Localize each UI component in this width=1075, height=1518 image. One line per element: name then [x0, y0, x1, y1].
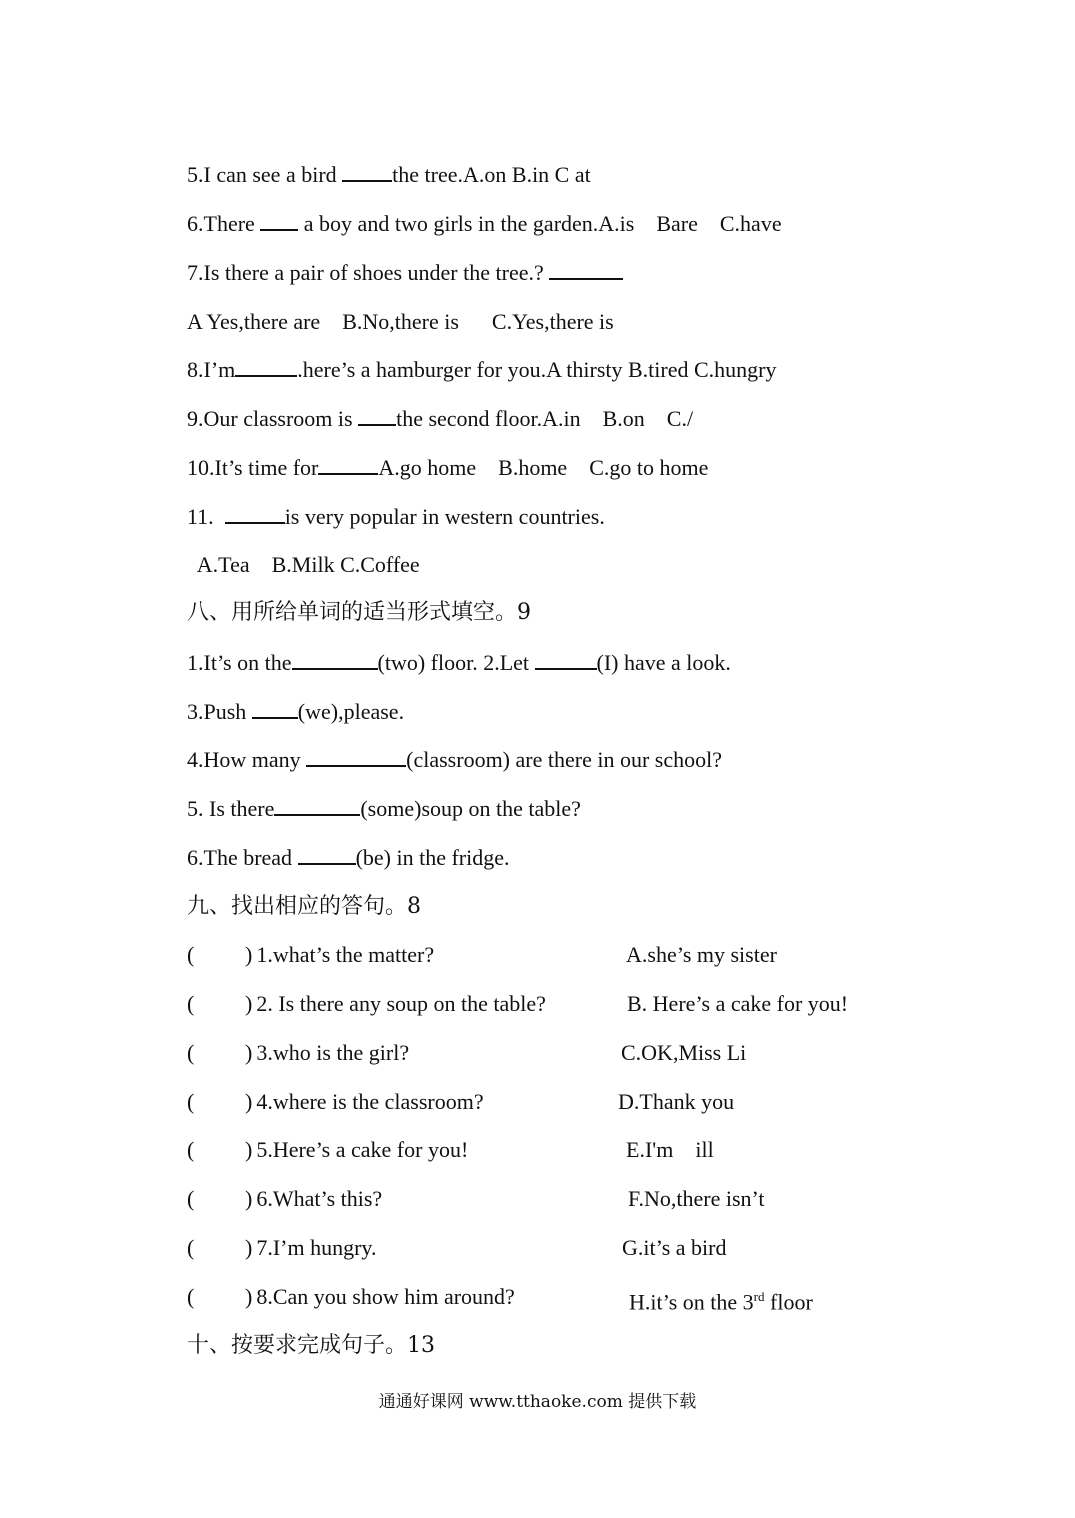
paren-open: ( — [187, 1186, 195, 1211]
match-answer-text: F.No,there isn’t — [628, 1186, 765, 1211]
match-question: 3.who is the girl? — [256, 1040, 410, 1065]
question-text: 9.Our classroom is — [187, 406, 359, 431]
fill-line — [187, 697, 404, 727]
question-text: 11. — [187, 504, 225, 529]
section-9-title: 九、找出相应的答句。8 — [187, 894, 421, 919]
fill-text: 1.It’s on the — [187, 650, 292, 675]
footer-watermark: 通通好课网 www.tthaoke.com 提供下载 — [378, 1392, 697, 1412]
question-line — [187, 502, 605, 532]
question-options: .here’s a hamburger for you.A thirsty B.tired C.hungry — [297, 357, 777, 382]
match-question: 8.Can you show him around? — [256, 1284, 515, 1309]
match-question: 4.where is the classroom? — [256, 1089, 484, 1114]
match-answer-text: G.it’s a bird — [622, 1235, 727, 1260]
match-answer-text: A.she’s my sister — [626, 942, 777, 967]
match-row — [187, 1282, 907, 1315]
question-text: 5.I can see a bird — [187, 162, 343, 187]
section-8-title: 八、用所给单词的适当形式填空。9 — [187, 600, 531, 625]
fill-text: 6.The bread — [187, 845, 298, 870]
paren-open: ( — [187, 1040, 195, 1065]
fill-text: 4.How many — [187, 747, 307, 772]
question-line — [187, 355, 777, 385]
question-text: 6.There — [187, 211, 261, 236]
answer-paren[interactable] — [187, 1135, 245, 1165]
answer-blank[interactable] — [342, 162, 392, 182]
question-text: A Yes,there are B.No,there is C.Yes,there is — [187, 309, 614, 334]
match-row — [187, 1087, 907, 1117]
question-line — [187, 404, 693, 434]
answer-blank[interactable] — [298, 845, 356, 865]
paren-open: ( — [187, 1089, 195, 1114]
question-text: 10.It’s time for — [187, 455, 319, 480]
match-answer — [627, 989, 848, 1019]
paren-close: ) — [245, 1089, 253, 1114]
answer-blank[interactable] — [318, 455, 378, 475]
answer-paren[interactable] — [187, 1184, 245, 1214]
match-answer-tail: floor — [764, 1289, 813, 1315]
question-line — [187, 160, 591, 190]
question-line — [187, 307, 614, 337]
paren-close: ) — [245, 991, 253, 1016]
question-line — [187, 550, 420, 580]
question-options: is very popular in western countries. — [284, 504, 605, 529]
match-answer — [626, 1135, 714, 1165]
question-line — [187, 453, 708, 483]
match-answer-text: B. Here’s a cake for you! — [627, 991, 849, 1016]
answer-blank[interactable] — [292, 650, 378, 670]
paren-open: ( — [187, 1235, 195, 1260]
match-answer — [628, 1184, 765, 1214]
paren-open: ( — [187, 1137, 195, 1162]
fill-line — [187, 648, 731, 678]
match-question: 2. Is there any soup on the table? — [256, 991, 546, 1016]
fill-hint: (classroom) are there in our school? — [406, 747, 722, 772]
question-options: A.go home B.home C.go to home — [378, 455, 709, 480]
fill-hint: (some)soup on the table? — [360, 796, 581, 821]
match-question: 5.Here’s a cake for you! — [256, 1137, 469, 1162]
match-answer-text: C.OK,Miss Li — [621, 1040, 747, 1065]
answer-blank[interactable] — [358, 406, 396, 426]
answer-paren[interactable] — [187, 1038, 245, 1068]
answer-blank[interactable] — [235, 357, 297, 377]
answer-paren[interactable] — [187, 940, 245, 970]
fill-hint: (two) floor. 2.Let — [377, 650, 535, 675]
question-text: A.Tea B.Milk C.Coffee — [187, 552, 420, 577]
answer-blank[interactable] — [252, 699, 298, 719]
question-options: a boy and two girls in the garden.A.is Bare C.have — [298, 211, 782, 236]
paren-close: ) — [245, 1137, 253, 1162]
match-answer — [626, 940, 777, 970]
answer-paren[interactable] — [187, 1282, 245, 1312]
match-question: 1.what’s the matter? — [256, 942, 435, 967]
paren-open: ( — [187, 991, 195, 1016]
fill-hint: (we),please. — [297, 699, 405, 724]
section-10-title: 十、按要求完成句子。13 — [187, 1333, 435, 1358]
match-question: 6.What’s this? — [256, 1186, 383, 1211]
paren-close: ) — [245, 942, 253, 967]
match-answer-text: H.it’s on the 3 — [629, 1289, 754, 1315]
answer-blank[interactable] — [274, 796, 360, 816]
match-row — [187, 1135, 907, 1165]
paren-close: ) — [245, 1186, 253, 1211]
ordinal-suffix: rd — [753, 1289, 765, 1304]
fill-line — [187, 745, 722, 775]
answer-blank[interactable] — [225, 504, 285, 524]
paren-close: ) — [245, 1040, 253, 1065]
answer-blank[interactable] — [549, 260, 623, 280]
fill-hint: (I) have a look. — [596, 650, 731, 675]
match-question: 7.I’m hungry. — [256, 1235, 377, 1260]
answer-paren[interactable] — [187, 989, 245, 1019]
fill-line — [187, 794, 581, 824]
match-answer-text: D.Thank you — [618, 1089, 735, 1114]
answer-paren[interactable] — [187, 1233, 245, 1263]
match-answer — [629, 1282, 813, 1317]
paren-open: ( — [187, 1284, 195, 1309]
question-line — [187, 209, 782, 239]
answer-paren[interactable] — [187, 1087, 245, 1117]
paren-close: ) — [245, 1235, 253, 1260]
fill-line — [187, 843, 510, 873]
question-text: 8.I’m — [187, 357, 236, 382]
match-row — [187, 1038, 907, 1068]
fill-text: 3.Push — [187, 699, 252, 724]
fill-text: 5. Is there — [187, 796, 275, 821]
match-answer — [621, 1038, 746, 1068]
answer-blank[interactable] — [260, 211, 298, 231]
question-options: the second floor.A.in B.on C./ — [396, 406, 694, 431]
match-row — [187, 940, 907, 970]
paren-close: ) — [245, 1284, 253, 1309]
fill-hint: (be) in the fridge. — [355, 845, 510, 870]
question-options: the tree.A.on B.in C at — [392, 162, 591, 187]
match-row — [187, 989, 907, 1019]
answer-blank[interactable] — [535, 650, 597, 670]
question-line — [187, 258, 623, 288]
match-answer — [622, 1233, 727, 1263]
answer-blank[interactable] — [306, 747, 406, 767]
match-row — [187, 1233, 907, 1263]
paren-open: ( — [187, 942, 195, 967]
match-row — [187, 1184, 907, 1214]
match-answer — [618, 1087, 734, 1117]
match-answer-text: E.I'm ill — [626, 1137, 714, 1162]
question-text: 7.Is there a pair of shoes under the tree.? — [187, 260, 550, 285]
